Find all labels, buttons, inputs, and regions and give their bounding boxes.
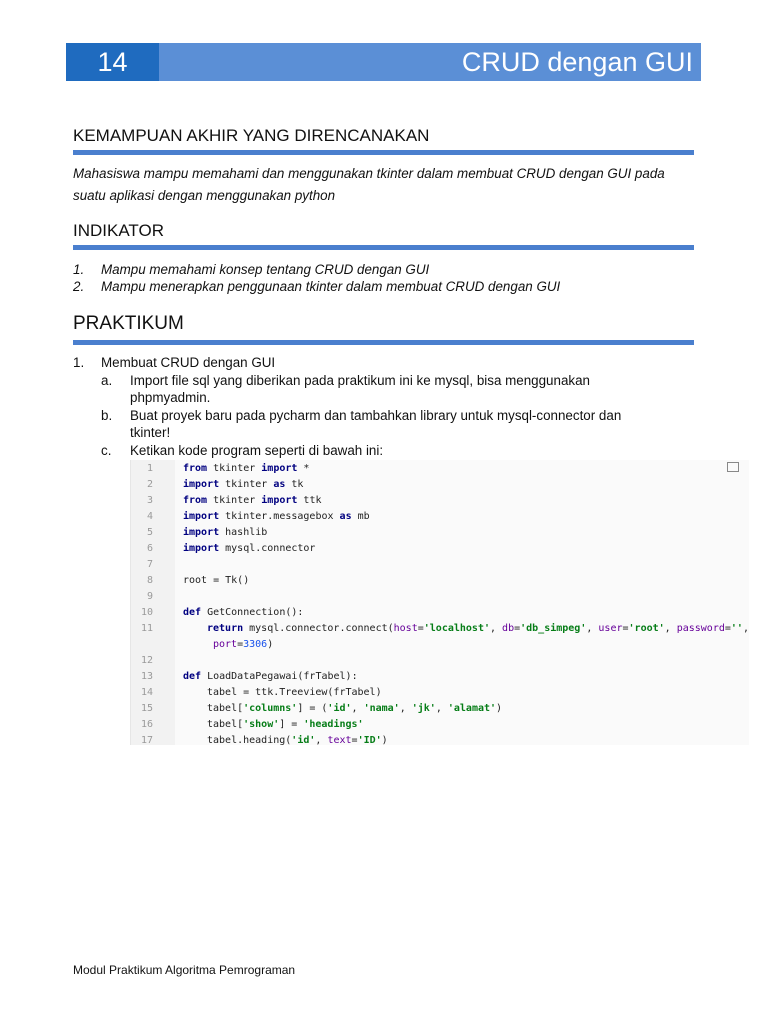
list-item-text: Mampu memahami konsep tentang CRUD dengan GUI (101, 262, 430, 277)
indicator-list (73, 261, 693, 295)
code-text: from tkinter import * (183, 462, 310, 474)
substep-item (101, 372, 693, 407)
substep-item (101, 407, 693, 442)
line-number: 15 (140, 702, 153, 714)
code-screenshot (130, 460, 749, 745)
code-text: tabel = ttk.Treeview(frTabel) (207, 686, 382, 698)
line-number: 4 (146, 510, 153, 522)
step-text: Membuat CRUD dengan GUI (101, 355, 276, 370)
code-line (131, 652, 749, 668)
code-text: from tkinter import ttk (183, 494, 322, 506)
code-line (131, 620, 749, 636)
code-text: import mysql.connector (183, 542, 316, 554)
code-line (131, 460, 749, 476)
line-number: 11 (140, 622, 153, 634)
line-number: 5 (146, 526, 153, 538)
line-number: 12 (140, 654, 153, 666)
section-rule (73, 340, 694, 345)
code-line (131, 572, 749, 588)
list-item (73, 278, 693, 295)
praktikum-steps (73, 354, 693, 459)
code-text: def LoadDataPegawai(frTabel): (183, 670, 358, 682)
line-number: 1 (146, 462, 153, 474)
section-rule (73, 150, 694, 155)
substep-line: tkinter! (130, 425, 171, 440)
substep-letter: b. (101, 407, 113, 423)
code-text: port=3306) (213, 638, 274, 650)
code-line (131, 700, 749, 716)
code-text: tabel.heading('id', text='ID') (207, 734, 388, 745)
code-text: tabel['columns'] = ('id', 'nama', 'jk', 'alamat') (207, 702, 503, 714)
code-line (131, 524, 749, 540)
line-number: 6 (146, 542, 153, 554)
code-line (131, 492, 749, 508)
chapter-banner (66, 43, 701, 81)
line-number: 2 (146, 478, 153, 490)
line-number: 13 (140, 670, 153, 682)
code-line (131, 732, 749, 745)
code-text: import hashlib (183, 526, 268, 538)
code-line (131, 716, 749, 732)
section-heading-indikator: INDIKATOR (73, 221, 164, 240)
section-rule (73, 245, 694, 250)
list-item-number: 2. (73, 279, 85, 294)
list-item (73, 261, 693, 278)
line-number: 9 (146, 590, 153, 602)
line-number: 17 (140, 734, 153, 745)
code-text: root = Tk() (183, 574, 250, 586)
code-text: tabel['show'] = 'headings' (207, 718, 364, 730)
substep-letter: c. (101, 442, 112, 458)
code-text: import tkinter as tk (183, 478, 304, 490)
list-item-number: 1. (73, 262, 85, 277)
section-heading-praktikum: PRAKTIKUM (73, 313, 184, 334)
substep-line: phpmyadmin. (130, 390, 211, 405)
chapter-number: 14 (66, 43, 159, 81)
code-text: return mysql.connector.connect(host='localhost', db='db_simpeg', user='root', password='', (207, 622, 749, 634)
line-number: 3 (146, 494, 153, 506)
objective-line: suatu aplikasi dengan menggunakan python (73, 188, 336, 203)
step-item (73, 354, 693, 372)
substep-line: Import file sql yang diberikan pada praktikum ini ke mysql, bisa menggunakan (130, 372, 590, 388)
line-number: 14 (140, 686, 153, 698)
code-line (131, 684, 749, 700)
code-text: def GetConnection(): (183, 606, 304, 618)
line-number: 8 (146, 574, 153, 586)
substep-line: Ketikan kode program seperti di bawah ini: (130, 442, 384, 458)
code-line (131, 668, 749, 684)
line-number: 7 (146, 558, 153, 570)
code-line (131, 636, 749, 652)
list-item-text: Mampu menerapkan penggunaan tkinter dalam membuat CRUD dengan GUI (101, 279, 561, 294)
code-line (131, 540, 749, 556)
section-heading-kemampuan: KEMAMPUAN AKHIR YANG DIRENCANAKAN (73, 126, 430, 145)
objective-paragraph (73, 163, 697, 207)
code-line (131, 556, 749, 572)
page-footer: Modul Praktikum Algoritma Pemrograman (73, 963, 296, 977)
substep-item (101, 442, 693, 460)
chapter-title: CRUD dengan GUI (159, 43, 701, 81)
code-text: import tkinter.messagebox as mb (183, 510, 370, 522)
code-line (131, 604, 749, 620)
code-line (131, 588, 749, 604)
line-number: 10 (140, 606, 153, 618)
substep-line: Buat proyek baru pada pycharm dan tambahkan library untuk mysql-connector dan (130, 407, 622, 423)
line-number: 16 (140, 718, 153, 730)
objective-line: Mahasiswa mampu memahami dan menggunakan tkinter dalam membuat CRUD dengan GUI pada (73, 166, 665, 181)
substep-letter: a. (101, 372, 113, 388)
code-line (131, 476, 749, 492)
step-number: 1. (73, 355, 85, 370)
code-line (131, 508, 749, 524)
